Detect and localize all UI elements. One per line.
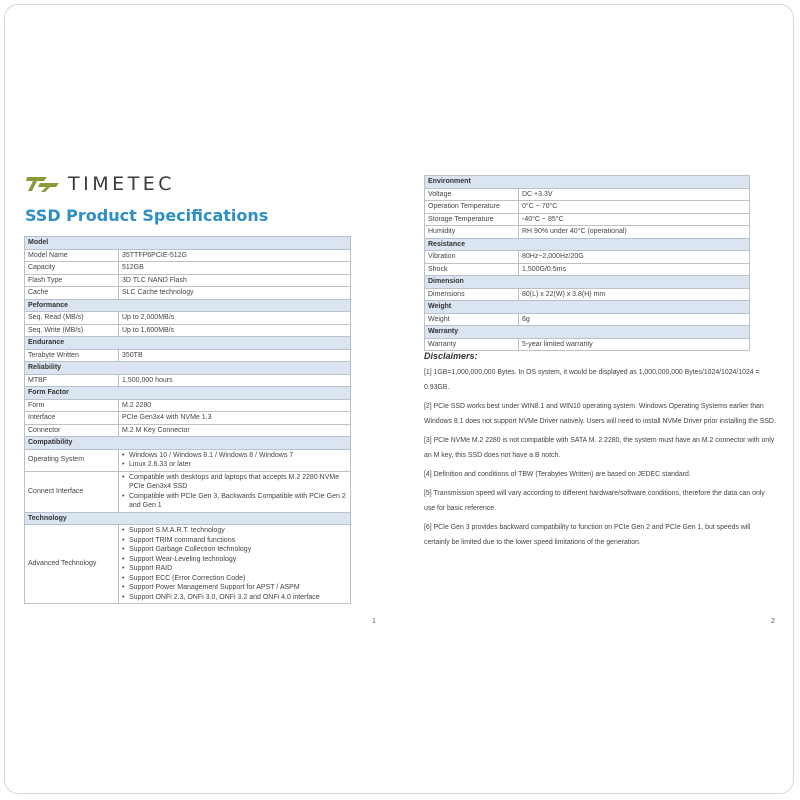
spec-value: 350TB: [119, 349, 351, 362]
spec-row: [25, 374, 351, 387]
section-header-row: [25, 362, 351, 375]
spec-value-item: • Linux 2.6.33 or later: [122, 460, 347, 470]
disclaimer-item: [4] Definition and conditions of TBW (Terabytes Written) are based on JEDEC standard.: [424, 471, 691, 478]
spec-row: [425, 338, 750, 351]
spec-label: Weight: [425, 313, 519, 326]
section-title: Endurance: [25, 337, 351, 350]
section-header-row: [25, 437, 351, 450]
spec-value: RH 90% under 40°C (operational): [519, 226, 750, 239]
disclaimer-item: [3] PCIe NVMe M.2 2280 is not compatible with SATA M. 2 2280, the system must have an M.2 connector with only an M key, this SSD does not have a B notch.: [424, 437, 775, 460]
spec-label: Shock: [425, 263, 519, 276]
spec-table: [24, 236, 351, 604]
spec-label: Capacity: [25, 262, 119, 275]
spec-value: SLC Cache technology: [119, 287, 351, 300]
section-title: Resistance: [425, 238, 750, 251]
spec-label: Operating System: [25, 449, 119, 471]
section-header-row: [425, 176, 750, 189]
section-title: Compatibility: [25, 437, 351, 450]
spec-value: 3D TLC NAND Flash: [119, 274, 351, 287]
spec-row: [425, 188, 750, 201]
disclaimer-item: [2] PCIe SSD works best under WIN8.1 and WIN10 operating system. Windows Operating Systems earlier than Windows 8.1 does not support NVMe Driver natively. Users will need to install NVMe Driver prior installing the SSD.: [424, 403, 776, 426]
spec-value-item: • Windows 10 / Windows 8.1 / Windows 8 / Windows 7: [122, 451, 347, 461]
spec-label: Form: [25, 399, 119, 412]
disclaimers-list: [424, 365, 776, 554]
section-title: Warranty: [425, 326, 750, 339]
spec-value-item: • Support Power Management Support for APST / ASPM: [122, 583, 347, 593]
spec-label: Connector: [25, 424, 119, 437]
disclaimer-item: [1] 1GB=1,000,000,000 Bytes. In OS system, it would be displayed as 1,000,000,000 Bytes/1024/1024/1024 = 0.93GB.: [424, 369, 760, 392]
page-2: [400, 0, 800, 800]
spec-value: 1,500G/0.5ms: [519, 263, 750, 276]
section-header-row: [425, 238, 750, 251]
spec-label: Voltage: [425, 188, 519, 201]
spec-value: 1,500,000 hours: [119, 374, 351, 387]
spec-value-item: • Compatible with PCIe Gen 3, Backwards Compatible with PCIe Gen 2 and Gen 1: [122, 492, 347, 511]
section-title: Model: [25, 237, 351, 250]
spec-row: [425, 288, 750, 301]
spec-label: Humidity: [425, 226, 519, 239]
spec-row: [25, 324, 351, 337]
section-title: Reliability: [25, 362, 351, 375]
section-title: Environment: [425, 176, 750, 189]
spec-value: [119, 471, 351, 512]
spec-row: [25, 249, 351, 262]
spec-value-item: • Support Garbage Collection technology: [122, 545, 347, 555]
spec-value-item: • Support S.M.A.R.T. technology: [122, 526, 347, 536]
spec-value: M.2 2280: [119, 399, 351, 412]
spec-label: Dimensions: [425, 288, 519, 301]
spec-value: 6g: [519, 313, 750, 326]
spec-row: [25, 449, 351, 471]
spec-table: [424, 175, 750, 351]
spec-value-list: [122, 473, 347, 511]
spec-row: [25, 412, 351, 425]
spec-row: [425, 313, 750, 326]
section-header-row: [425, 276, 750, 289]
section-title: Dimension: [425, 276, 750, 289]
spec-label: Operation Temperature: [425, 201, 519, 214]
spec-label: Vibration: [425, 251, 519, 264]
section-header-row: [25, 512, 351, 525]
spec-value: Up to 2,000MB/s: [119, 312, 351, 325]
spec-value: [119, 449, 351, 471]
page-number: 2: [771, 618, 775, 625]
disclaimers-title: Disclaimers:: [424, 351, 478, 361]
spec-value-item: • Support TRIM command functions: [122, 536, 347, 546]
spec-label: Interface: [25, 412, 119, 425]
section-header-row: [425, 301, 750, 314]
brand-logo: [26, 173, 175, 195]
spec-value: -40°C ~ 85°C: [519, 213, 750, 226]
spec-value: [119, 525, 351, 604]
spec-label: MTBF: [25, 374, 119, 387]
spec-value: 0°C ~ 70°C: [519, 201, 750, 214]
spec-row: [25, 399, 351, 412]
brand-name: TIMETEC: [68, 173, 175, 195]
section-title: Peformance: [25, 299, 351, 312]
spec-row: [425, 226, 750, 239]
spec-label: Advanced Technology: [25, 525, 119, 604]
spec-value-item: • Support ONFi 2.3, ONFi 3.0, ONFi 3.2 and ONFi 4.0 interface: [122, 593, 347, 603]
spec-value: 80(L) x 22(W) x 3.8(H) mm: [519, 288, 750, 301]
spec-row: [425, 263, 750, 276]
spec-value: Up to 1,600MB/s: [119, 324, 351, 337]
section-header-row: [425, 326, 750, 339]
spec-row: [25, 274, 351, 287]
spec-row: [425, 213, 750, 226]
section-header-row: [25, 237, 351, 250]
spec-label: Terabyte Written: [25, 349, 119, 362]
section-title: Weight: [425, 301, 750, 314]
spec-row: [25, 262, 351, 275]
spec-value-item: • Support RAID: [122, 564, 347, 574]
spec-row: [25, 349, 351, 362]
spec-label: Storage Temperature: [425, 213, 519, 226]
spec-value: 35TTFP6PCIE-512G: [119, 249, 351, 262]
disclaimer-item: [6] PCIe Gen 3 provides backward compatibility to function on PCIe Gen 2 and PCIe Gen 1, but speeds will certainly be limited due to the lower speed limitations of the generation.: [424, 523, 751, 546]
section-header-row: [25, 299, 351, 312]
spec-label: Seq. Write (MB/s): [25, 324, 119, 337]
spec-value: 512GB: [119, 262, 351, 275]
spec-value-list: [122, 451, 347, 470]
spec-row: [425, 201, 750, 214]
spec-row: [25, 424, 351, 437]
spec-value: 5-year limited warranty: [519, 338, 750, 351]
spec-value-item: • Support ECC (Error Correction Code): [122, 574, 347, 584]
disclaimer-item: [5] Transmission speed will vary according to different hardware/software conditions, therefore the data can only use for basic reference.: [424, 489, 765, 512]
spec-value: PCIe Gen3x4 with NVMe 1.3: [119, 412, 351, 425]
spec-label: Seq. Read (MB/s): [25, 312, 119, 325]
spec-row: [425, 251, 750, 264]
spec-value-item: • Compatible with desktops and laptops that accepts M.2 2280 NVMe PCIe Gen3x4 SSD: [122, 473, 347, 492]
spec-value: DC +3.3V: [519, 188, 750, 201]
spec-label: Connect Interface: [25, 471, 119, 512]
spec-label: Model Name: [25, 249, 119, 262]
spec-value: 80Hz~2,000Hz/20G: [519, 251, 750, 264]
spec-row: [25, 312, 351, 325]
section-title: Form Factor: [25, 387, 351, 400]
spec-value-list: [122, 526, 347, 602]
spec-value: M.2 M Key Connector: [119, 424, 351, 437]
spec-label: Flash Type: [25, 274, 119, 287]
section-header-row: [25, 337, 351, 350]
spec-label: Cache: [25, 287, 119, 300]
spec-value-item: • Support Wear-Leveling technology: [122, 555, 347, 565]
page-number: 1: [372, 618, 376, 625]
spec-label: Warranty: [425, 338, 519, 351]
timetec-logo-icon: [26, 175, 60, 193]
section-header-row: [25, 387, 351, 400]
spec-row: [25, 287, 351, 300]
section-title: Technology: [25, 512, 351, 525]
spec-row: [25, 525, 351, 604]
spec-row: [25, 471, 351, 512]
page-title: SSD Product Specifications: [25, 206, 269, 225]
